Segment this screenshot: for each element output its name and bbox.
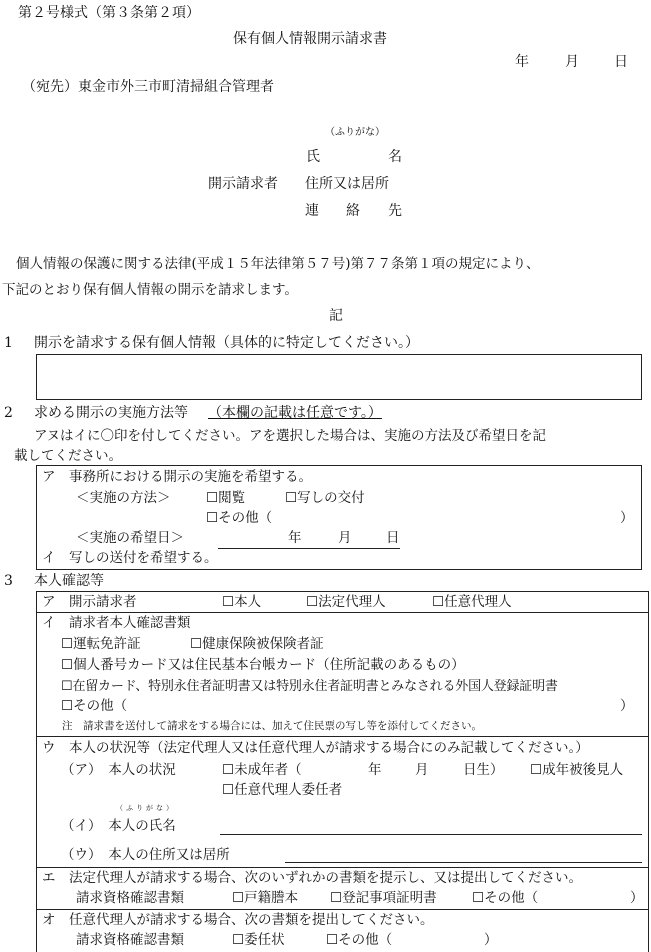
principal-address-line[interactable] bbox=[285, 862, 642, 863]
section3-num: 3 bbox=[4, 573, 13, 589]
doc-residence-card-checkbox[interactable]: ☐在留カード、特別永住者証明書又は特別永住者証明書とみなされる外国人登録証明書 bbox=[61, 679, 558, 694]
status-minor-checkbox[interactable]: ☐未成年者（ bbox=[222, 762, 302, 778]
ki-mark: 記 bbox=[329, 308, 343, 324]
e-family-register-checkbox[interactable]: ☐戸籍謄本 bbox=[232, 890, 299, 906]
intro-line-1: 個人情報の保護に関する法律(平成１５年法律第５７号)第７７条第１項の規定により、 bbox=[16, 256, 540, 272]
section2-option-a[interactable]: ア 事務所における開示の実施を希望する。 bbox=[42, 469, 312, 485]
status-delegator-checkbox[interactable]: ☐任意代理人委任者 bbox=[222, 782, 343, 798]
s3-u-label: ウ 本人の状況等（法定代理人又は任意代理人が請求する場合にのみ記載してください。） bbox=[42, 740, 589, 756]
requester-contact-2: 絡 bbox=[346, 203, 360, 219]
doc-other-checkbox[interactable]: ☐その他（ bbox=[61, 698, 128, 714]
hope-date-underline[interactable] bbox=[218, 548, 400, 549]
doc-health-insurance-checkbox[interactable]: ☐健康保険被保険者証 bbox=[190, 636, 324, 652]
form-title: 保有個人情報開示請求書 bbox=[233, 31, 387, 47]
status-adult-ward-checkbox[interactable]: ☐成年被後見人 bbox=[530, 762, 624, 778]
o-other-checkbox[interactable]: ☐その他（ bbox=[326, 932, 393, 948]
section3-title: 本人確認等 bbox=[34, 573, 104, 589]
e-registry-certificate-checkbox[interactable]: ☐登記事項証明書 bbox=[330, 890, 437, 906]
section1-title: 開示を請求する保有個人情報（具体的に特定してください。） bbox=[34, 335, 419, 351]
requester-contact-1: 連 bbox=[305, 203, 319, 219]
row-divider-4 bbox=[36, 909, 649, 910]
row-divider-2 bbox=[36, 736, 649, 737]
status-minor-month: 月 bbox=[415, 762, 429, 778]
s3-a-voluntary-agent-checkbox[interactable]: ☐任意代理人 bbox=[432, 594, 512, 610]
addressee: （宛先）東金市外三市町清掃組合管理者 bbox=[22, 79, 274, 95]
date-year-label: 年 bbox=[515, 54, 529, 70]
e-other-close: ） bbox=[630, 890, 644, 906]
requester-furigana: （ふりがな） bbox=[325, 127, 385, 138]
s3-o-label: オ 任意代理人が請求する場合、次の書類を提出してください。 bbox=[42, 912, 434, 928]
s3-a-legal-agent-checkbox[interactable]: ☐法定代理人 bbox=[306, 594, 386, 610]
s3-e-docs-label: 請求資格確認書類 bbox=[76, 890, 184, 906]
section1-input-box[interactable] bbox=[36, 354, 642, 400]
section1-num: 1 bbox=[4, 335, 13, 351]
principal-name-line[interactable] bbox=[220, 834, 642, 835]
requester-address-label: 住所又は居所 bbox=[305, 176, 389, 192]
section2-title: 求める開示の実施方法等 bbox=[34, 405, 188, 421]
hope-date-day: 日 bbox=[386, 530, 400, 546]
section2-instruction-1: アヌはイに〇印を付してください。アを選択した場合は、実施の方法及び希望日を記 bbox=[34, 428, 547, 444]
method-label: ＜実施の方法＞ bbox=[76, 490, 171, 506]
method-view-checkbox[interactable]: ☐閲覧 bbox=[206, 490, 246, 506]
hope-date-month: 月 bbox=[338, 530, 352, 546]
s3-u-u-label: （ウ） 本人の住所又は居所 bbox=[61, 847, 230, 863]
s3-i-label: イ 請求者本人確認書類 bbox=[42, 615, 191, 631]
doc-mynumber-card-checkbox[interactable]: ☐個人番号カード又は住民基本台帳カード（住所記載のあるもの） bbox=[61, 657, 465, 673]
date-month-label: 月 bbox=[565, 54, 579, 70]
requester-group-label: 開示請求者 bbox=[208, 176, 278, 192]
s3-a-label: ア 開示請求者 bbox=[42, 594, 137, 610]
intro-line-2: 下記のとおり保有個人情報の開示を請求します。 bbox=[2, 282, 298, 298]
section2-num: 2 bbox=[4, 405, 13, 421]
s3-e-label: エ 法定代理人が請求する場合、次のいずれかの書類を提示し、又は提出してください。 bbox=[42, 870, 582, 886]
form-number: 第２号様式（第３条第２項） bbox=[18, 5, 200, 21]
requester-name-label-2: 名 bbox=[388, 149, 402, 165]
s3-u-a-label: （ア） 本人の状況 bbox=[61, 762, 176, 778]
section2-instruction-2: 載してください。 bbox=[14, 448, 122, 464]
doc-drivers-license-checkbox[interactable]: ☐運転免許証 bbox=[61, 636, 141, 652]
e-other-checkbox[interactable]: ☐その他（ bbox=[472, 890, 539, 906]
status-minor-year: 年 bbox=[368, 762, 382, 778]
section2-option-i[interactable]: イ 写しの送付を希望する。 bbox=[42, 550, 218, 566]
s3-u-i-label: （イ） 本人の氏名 bbox=[61, 818, 176, 834]
method-copy-checkbox[interactable]: ☐写しの交付 bbox=[285, 490, 365, 506]
o-other-close: ） bbox=[484, 932, 498, 948]
hope-date-year: 年 bbox=[288, 530, 302, 546]
row-divider-1 bbox=[36, 612, 649, 613]
method-other-close: ） bbox=[620, 510, 634, 526]
s3-o-docs-label: 請求資格確認書類 bbox=[76, 932, 184, 948]
s3-a-self-checkbox[interactable]: ☐本人 bbox=[222, 594, 262, 610]
s3-u-i-furigana: （ふりがな） bbox=[116, 804, 176, 812]
requester-name-label-1: 氏 bbox=[306, 149, 320, 165]
date-label: ＜実施の希望日＞ bbox=[76, 530, 184, 546]
method-other-checkbox[interactable]: ☐その他（ bbox=[206, 510, 273, 526]
o-power-of-attorney-checkbox[interactable]: ☐委任状 bbox=[232, 932, 285, 948]
requester-contact-3: 先 bbox=[388, 203, 402, 219]
s3-i-note: 注 請求書を送付して請求をする場合には、加えて住民票の写し等を添付してください。 bbox=[62, 720, 482, 732]
row-divider-3 bbox=[36, 867, 649, 868]
doc-other-close: ） bbox=[620, 698, 634, 714]
section2-title-note: （本欄の記載は任意です。） bbox=[208, 405, 382, 421]
date-day-label: 日 bbox=[614, 54, 628, 70]
status-minor-birth: 日生） bbox=[463, 762, 504, 778]
